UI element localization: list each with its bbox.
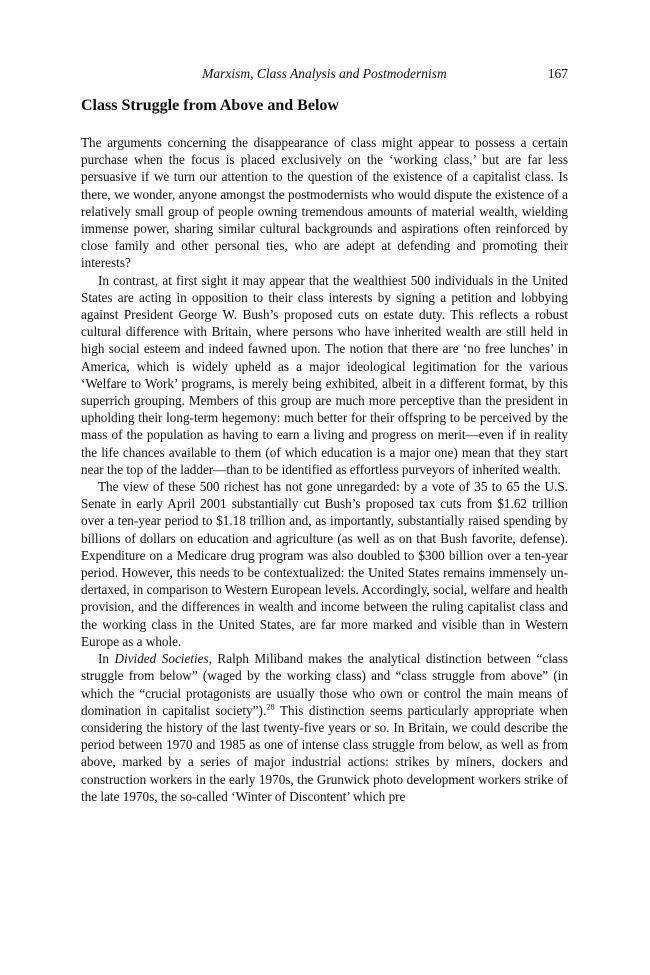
book-page <box>81 66 568 805</box>
footnote-marker-28: 28 <box>266 701 275 712</box>
paragraph-3: The view of these 500 richest has not gone unregarded: by a vote of 35 to 65 the U.S. Senate in early April 2001 substantially cut Bush’s proposed tax cuts from $1.62 trillion over a ten-year period to $1.18 trillion and, as importantly, substantially raised spending by billions of dollars on education and agriculture (as well as on that Bush favorite, defense). Expenditure on a Medicare drug program was also doubled to $300 billion over a ten-year period. However, this needs to be contextualized: the United States remains immensely undertaxed, in comparison to Western European levels. Accordingly, social, welfare and health provision, and the differences in wealth and income between the ruling capitalist class and the working class in the United States, are far more marked and visible than in Western Europe as a whole. <box>81 479 568 649</box>
running-head <box>81 66 568 88</box>
paragraph-4-continued: This distinction seems particularly appropriate when considering the history of the last twenty-five years or so. In Britain, we could describe the period between 1970 and 1985 as one of intense class struggle from below, as well as from above, marked by a series of major industrial actions: strikes by miners, dockers and construction workers in the early 1970s, the Grunwick photo development workers strike of the late 1970s, the so-called ‘Winter of Discontent’ which pre <box>81 702 568 804</box>
page-number: 167 <box>547 66 568 81</box>
paragraph-2: In contrast, at first sight it may appear that the wealthiest 500 individuals in the United States are acting in opposition to their class interests by signing a petition and lobbying against President George W. Bush’s proposed cuts on estate duty. This reflects a robust cultural difference with Britain, where persons who have inherited wealth are still held in high social esteem and indeed fawned upon. The notion that there are ‘no free lunches’ in America, which is widely upheld as a major ideological legitimation for the various ‘Welfare to Work’ programs, is merely being exhibited, albeit in a different format, by this superrich grouping. Members of this group are much more perceptive than the president in upholding their long-term hegemony: much better for their offspring to be perceived by the mass of the population as having to earn a living and progress on merit—even if in reality the life chances available to them (of which education is a major one) mean that they start near the top of the ladder—than to be identified as effortless purveyors of inherited wealth. <box>81 272 568 477</box>
paragraph-4 <box>81 650 568 805</box>
running-title: Marxism, Class Analysis and Postmodernism <box>202 66 447 81</box>
paragraph-4-text: , Ralph Miliband makes the analytical distinction between “class struggle from below” (waged by the working class) and “class struggle from above” (in which the “crucial protagonists are usually those who own or control the main means of domination in capitalist society”). <box>81 651 568 718</box>
section-heading: Class Struggle from Above and Below <box>81 97 339 114</box>
paragraph-4-lead: In <box>98 651 115 667</box>
book-title-divided-societies: Divided Societies <box>114 651 209 667</box>
paragraph-1: The arguments concerning the disappearance of class might appear to possess a certain purchase when the focus is placed exclusively on the ‘working class,’ but are far less persuasive if we turn our attention to the question of the existence of a capitalist class. Is there, we wonder, anyone amongst the postmodernists who would dispute the existence of a relatively small group of people owning tremendous amounts of material wealth, wielding immense power, sharing similar cultural backgrounds and aspirations often reinforced by close family and other personal ties, who are adept at defending and promoting their interests? <box>81 135 568 271</box>
